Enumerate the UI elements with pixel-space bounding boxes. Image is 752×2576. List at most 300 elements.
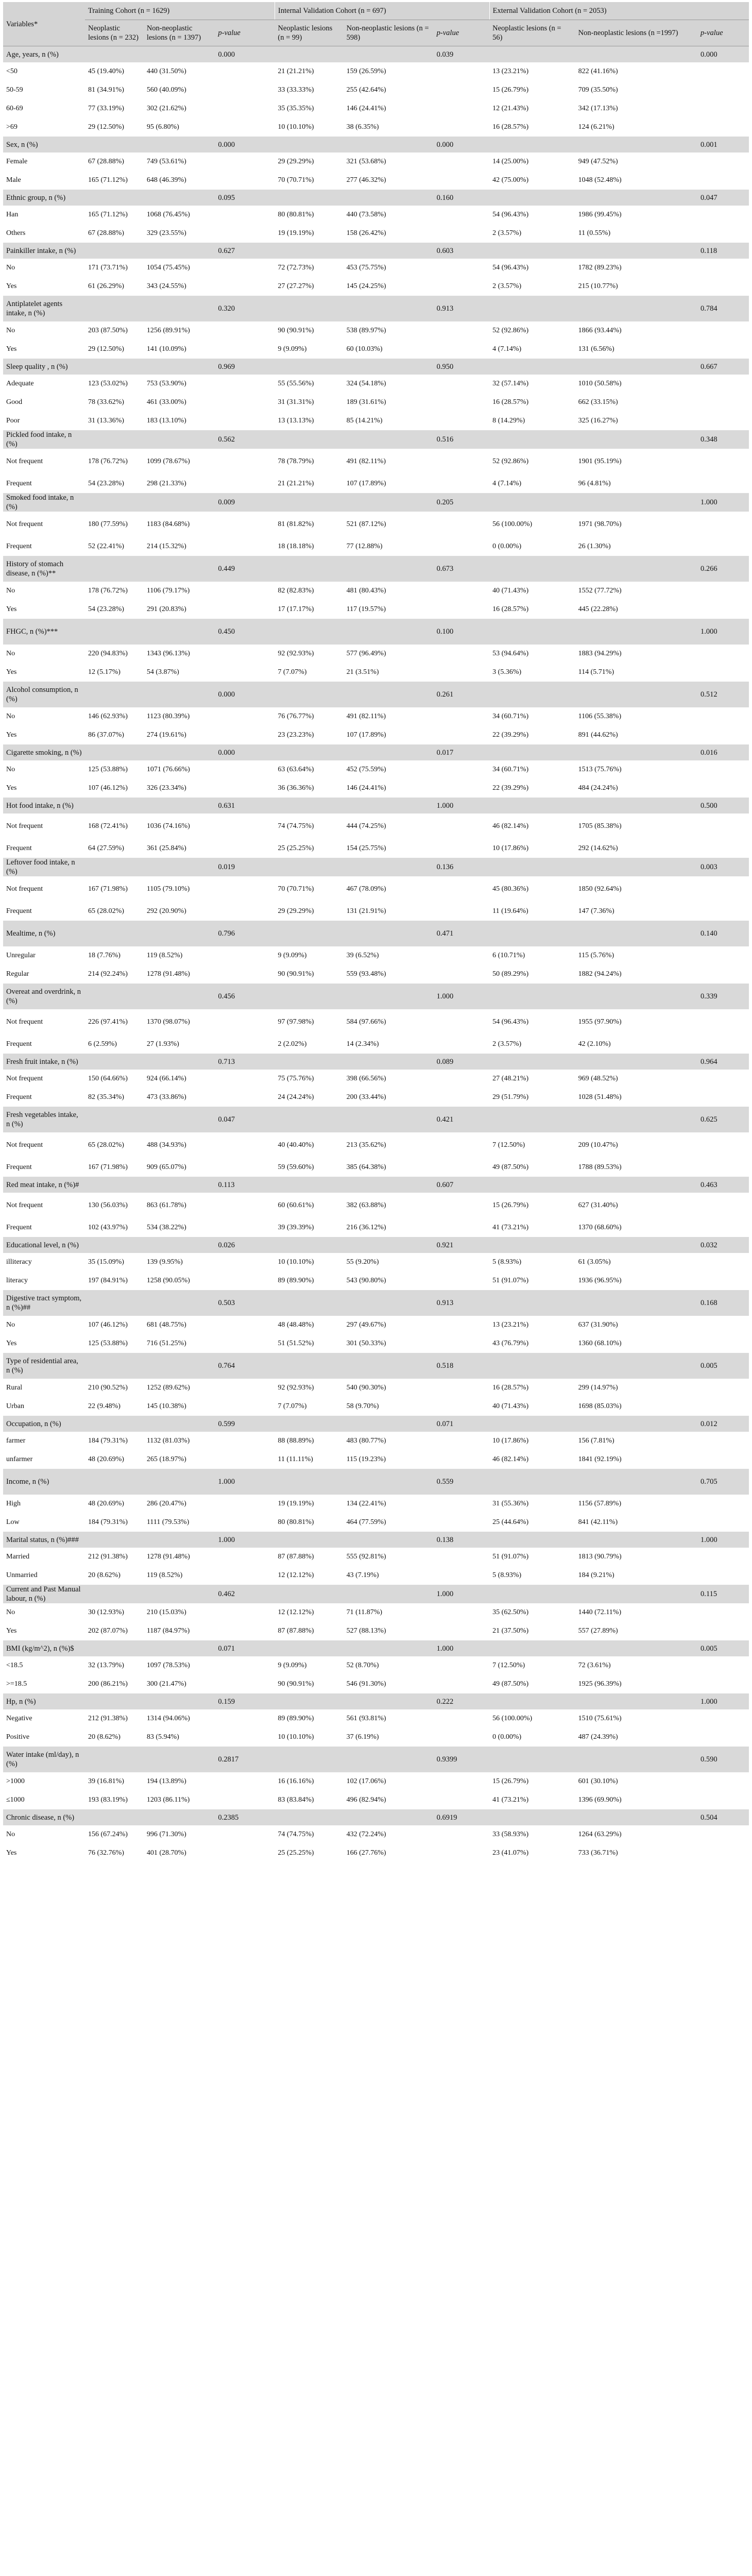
empty-cell (575, 190, 697, 206)
count-cell: 5 (8.93%) (489, 1253, 575, 1272)
count-cell: 35 (15.09%) (85, 1253, 144, 1272)
level-label: Han (3, 206, 85, 224)
level-row (3, 965, 749, 984)
empty-cell (434, 1675, 490, 1693)
empty-cell (575, 921, 697, 946)
empty-cell (575, 1693, 697, 1709)
variable-label: Hot food intake, n (%) (3, 798, 85, 814)
variable-row (3, 619, 749, 645)
p-value: 0.607 (434, 1177, 490, 1193)
empty-cell (697, 1675, 749, 1693)
empty-cell (215, 340, 275, 359)
level-row (3, 118, 749, 137)
p-value: 0.796 (215, 921, 275, 946)
empty-cell (144, 1585, 215, 1603)
count-cell: 255 (42.64%) (344, 81, 434, 99)
p-value: 0.2385 (215, 1809, 275, 1825)
level-row (3, 1791, 749, 1809)
empty-cell (434, 600, 490, 619)
count-cell: 72 (3.61%) (575, 1656, 697, 1675)
empty-cell (344, 359, 434, 375)
count-cell: 226 (97.41%) (85, 1009, 144, 1035)
empty-cell (85, 359, 144, 375)
variable-row (3, 1177, 749, 1193)
count-cell: 23 (23.23%) (275, 726, 343, 744)
count-cell: 194 (13.89%) (144, 1772, 215, 1791)
empty-cell (489, 682, 575, 707)
count-cell: 1882 (94.24%) (575, 965, 697, 984)
empty-cell (575, 243, 697, 259)
count-cell: 1782 (89.23%) (575, 259, 697, 277)
level-row (3, 707, 749, 726)
empty-cell (434, 99, 490, 118)
count-cell: 80 (80.81%) (275, 1513, 343, 1532)
empty-cell (215, 224, 275, 243)
level-label: 60-69 (3, 99, 85, 118)
count-cell: 1955 (97.90%) (575, 1009, 697, 1035)
level-label: Not frequent (3, 512, 85, 537)
count-cell: 709 (35.50%) (575, 81, 697, 99)
empty-cell (215, 62, 275, 81)
count-cell: 87 (87.88%) (275, 1622, 343, 1640)
level-label: Frequent (3, 1035, 85, 1054)
empty-cell (489, 744, 575, 760)
variable-label: Leftover food intake, n (%) (3, 858, 85, 876)
level-row (3, 1450, 749, 1469)
level-label: No (3, 259, 85, 277)
p-value: 0.118 (697, 243, 749, 259)
count-cell: 65 (28.02%) (85, 1132, 144, 1158)
empty-cell (344, 1290, 434, 1316)
count-cell: 26 (1.30%) (575, 537, 697, 556)
empty-cell (434, 1070, 490, 1088)
count-cell: 117 (19.57%) (344, 600, 434, 619)
count-cell: 2 (3.57%) (489, 224, 575, 243)
count-cell: 61 (3.05%) (575, 1253, 697, 1272)
count-cell: 95 (6.80%) (144, 118, 215, 137)
count-cell: 1841 (92.19%) (575, 1450, 697, 1469)
empty-cell (434, 645, 490, 663)
header-training-cohort: Training Cohort (n = 1629) (85, 2, 275, 20)
empty-cell (215, 760, 275, 779)
empty-cell (144, 744, 215, 760)
level-row (3, 814, 749, 839)
empty-cell (344, 682, 434, 707)
level-row (3, 1334, 749, 1353)
count-cell: 154 (25.75%) (344, 839, 434, 858)
p-value: 0.2817 (215, 1747, 275, 1772)
count-cell: 1099 (78.67%) (144, 449, 215, 474)
empty-cell (144, 296, 215, 321)
count-cell: 145 (10.38%) (144, 1397, 215, 1416)
count-cell: 212 (91.38%) (85, 1548, 144, 1566)
count-cell: 2 (2.02%) (275, 1035, 343, 1054)
count-cell: 25 (25.25%) (275, 1844, 343, 1862)
count-cell: 56 (100.00%) (489, 512, 575, 537)
empty-cell (215, 1193, 275, 1218)
level-label: 50-59 (3, 81, 85, 99)
empty-cell (344, 556, 434, 582)
empty-cell (697, 1548, 749, 1566)
p-value: 0.705 (697, 1469, 749, 1495)
empty-cell (85, 1416, 144, 1432)
p-value: 0.518 (434, 1353, 490, 1379)
level-row (3, 512, 749, 537)
level-row (3, 645, 749, 663)
empty-cell (344, 619, 434, 645)
count-cell: 11 (11.11%) (275, 1450, 343, 1469)
count-cell: 32 (57.14%) (489, 375, 575, 393)
count-cell: 662 (33.15%) (575, 393, 697, 412)
empty-cell (275, 556, 343, 582)
count-cell: 21 (21.21%) (275, 62, 343, 81)
count-cell: 4 (7.14%) (489, 340, 575, 359)
header-variables: Variables* (3, 2, 85, 46)
variable-label: BMI (kg/m^2), n (%)$ (3, 1640, 85, 1656)
count-cell: 1156 (57.89%) (575, 1495, 697, 1513)
empty-cell (489, 1469, 575, 1495)
level-row (3, 62, 749, 81)
header-training-pvalue: p-value (215, 20, 275, 46)
empty-cell (697, 1791, 749, 1809)
level-label: Yes (3, 277, 85, 296)
count-cell: 165 (71.12%) (85, 206, 144, 224)
empty-cell (85, 430, 144, 449)
count-cell: 87 (87.88%) (275, 1548, 343, 1566)
empty-cell (275, 1469, 343, 1495)
empty-cell (434, 1193, 490, 1218)
empty-cell (275, 984, 343, 1009)
count-cell: 1370 (68.60%) (575, 1218, 697, 1237)
variable-label: Fresh fruit intake, n (%) (3, 1054, 85, 1070)
level-row (3, 1316, 749, 1334)
empty-cell (275, 682, 343, 707)
level-label: Married (3, 1548, 85, 1566)
empty-cell (575, 619, 697, 645)
empty-cell (85, 1585, 144, 1603)
count-cell: 51 (51.52%) (275, 1334, 343, 1353)
empty-cell (85, 744, 144, 760)
empty-cell (697, 663, 749, 682)
count-cell: 86 (37.07%) (85, 726, 144, 744)
count-cell: 1010 (50.58%) (575, 375, 697, 393)
empty-cell (144, 190, 215, 206)
count-cell: 41 (73.21%) (489, 1218, 575, 1237)
count-cell: 65 (28.02%) (85, 902, 144, 921)
empty-cell (344, 137, 434, 152)
variable-row (3, 1353, 749, 1379)
empty-cell (434, 1253, 490, 1272)
empty-cell (575, 430, 697, 449)
count-cell: 1396 (69.90%) (575, 1791, 697, 1809)
level-row (3, 1035, 749, 1054)
empty-cell (275, 1747, 343, 1772)
empty-cell (275, 46, 343, 63)
p-value: 1.000 (215, 1469, 275, 1495)
empty-cell (697, 707, 749, 726)
empty-cell (215, 600, 275, 619)
level-label: No (3, 1603, 85, 1622)
count-cell: 39 (16.81%) (85, 1772, 144, 1791)
count-cell: 1187 (84.97%) (144, 1622, 215, 1640)
empty-cell (434, 340, 490, 359)
count-cell: 13 (23.21%) (489, 62, 575, 81)
variable-row (3, 1290, 749, 1316)
empty-cell (697, 1495, 749, 1513)
empty-cell (489, 493, 575, 512)
empty-cell (575, 296, 697, 321)
level-label: Regular (3, 965, 85, 984)
p-value: 0.516 (434, 430, 490, 449)
table-body (3, 46, 749, 1863)
count-cell: 210 (15.03%) (144, 1603, 215, 1622)
level-row (3, 726, 749, 744)
empty-cell (215, 1825, 275, 1844)
count-cell: 70 (70.71%) (275, 171, 343, 190)
empty-cell (489, 1237, 575, 1253)
count-cell: 749 (53.61%) (144, 152, 215, 171)
count-cell: 56 (100.00%) (489, 1709, 575, 1728)
empty-cell (85, 619, 144, 645)
empty-cell (275, 1809, 343, 1825)
count-cell: 302 (21.62%) (144, 99, 215, 118)
empty-cell (144, 430, 215, 449)
count-cell: 61 (26.29%) (85, 277, 144, 296)
header-external-cohort: External Validation Cohort (n = 2053) (489, 2, 749, 20)
p-value: 0.016 (697, 744, 749, 760)
empty-cell (434, 582, 490, 600)
empty-cell (434, 779, 490, 798)
p-value: 0.603 (434, 243, 490, 259)
empty-cell (489, 137, 575, 152)
variable-row (3, 243, 749, 259)
count-cell: 1106 (55.38%) (575, 707, 697, 726)
count-cell: 543 (90.80%) (344, 1272, 434, 1290)
p-value: 0.000 (697, 46, 749, 63)
empty-cell (697, 1397, 749, 1416)
count-cell: 7 (7.07%) (275, 1397, 343, 1416)
count-cell: 1123 (80.39%) (144, 707, 215, 726)
level-label: Frequent (3, 537, 85, 556)
count-cell: 58 (9.70%) (344, 1397, 434, 1416)
empty-cell (275, 1585, 343, 1603)
level-label: Yes (3, 726, 85, 744)
empty-cell (697, 171, 749, 190)
level-label: Yes (3, 663, 85, 682)
count-cell: 85 (14.21%) (344, 412, 434, 430)
level-label: Yes (3, 340, 85, 359)
empty-cell (434, 449, 490, 474)
empty-cell (344, 1809, 434, 1825)
level-label: Yes (3, 779, 85, 798)
count-cell: 1370 (98.07%) (144, 1009, 215, 1035)
empty-cell (144, 1469, 215, 1495)
empty-cell (434, 259, 490, 277)
count-cell: 81 (81.82%) (275, 512, 343, 537)
level-row (3, 1728, 749, 1747)
level-label: Positive (3, 1728, 85, 1747)
count-cell: 15 (26.79%) (489, 81, 575, 99)
count-cell: 22 (9.48%) (85, 1397, 144, 1416)
empty-cell (215, 779, 275, 798)
variable-row (3, 1585, 749, 1603)
p-value: 0.6919 (434, 1809, 490, 1825)
p-value: 0.039 (434, 46, 490, 63)
count-cell: 178 (76.72%) (85, 582, 144, 600)
empty-cell (575, 137, 697, 152)
level-row (3, 1218, 749, 1237)
count-cell: 16 (28.57%) (489, 1379, 575, 1397)
count-cell: 584 (97.66%) (344, 1009, 434, 1035)
count-cell: 299 (14.97%) (575, 1379, 697, 1397)
p-value: 0.071 (215, 1640, 275, 1656)
p-value: 1.000 (697, 1532, 749, 1548)
empty-cell (697, 412, 749, 430)
empty-cell (489, 1107, 575, 1132)
empty-cell (434, 1316, 490, 1334)
count-cell: 863 (61.78%) (144, 1193, 215, 1218)
level-row (3, 1397, 749, 1416)
level-row (3, 1132, 749, 1158)
empty-cell (434, 1656, 490, 1675)
count-cell: 166 (27.76%) (344, 1844, 434, 1862)
count-cell: 10 (10.10%) (275, 1253, 343, 1272)
empty-cell (575, 1809, 697, 1825)
level-label: No (3, 1316, 85, 1334)
count-cell: 483 (80.77%) (344, 1432, 434, 1450)
count-cell: 733 (36.71%) (575, 1844, 697, 1862)
empty-cell (434, 1397, 490, 1416)
count-cell: 627 (31.40%) (575, 1193, 697, 1218)
count-cell: 19 (19.19%) (275, 224, 343, 243)
empty-cell (434, 1088, 490, 1107)
empty-cell (144, 1532, 215, 1548)
empty-cell (144, 682, 215, 707)
count-cell: 11 (19.64%) (489, 902, 575, 921)
count-cell: 146 (62.93%) (85, 707, 144, 726)
empty-cell (215, 1772, 275, 1791)
p-value: 0.504 (697, 1809, 749, 1825)
empty-cell (144, 1353, 215, 1379)
empty-cell (144, 1640, 215, 1656)
count-cell: 13 (13.13%) (275, 412, 343, 430)
count-cell: 123 (53.02%) (85, 375, 144, 393)
count-cell: 19 (19.19%) (275, 1495, 343, 1513)
count-cell: 265 (18.97%) (144, 1450, 215, 1469)
p-value: 0.222 (434, 1693, 490, 1709)
variable-label: Sleep quality , n (%) (3, 359, 85, 375)
empty-cell (275, 296, 343, 321)
level-row (3, 663, 749, 682)
empty-cell (489, 190, 575, 206)
level-label: <18.5 (3, 1656, 85, 1675)
empty-cell (85, 243, 144, 259)
count-cell: 54 (96.43%) (489, 1009, 575, 1035)
count-cell: 0 (0.00%) (489, 537, 575, 556)
count-cell: 326 (23.34%) (144, 779, 215, 798)
count-cell: 491 (82.11%) (344, 449, 434, 474)
count-cell: 481 (80.43%) (344, 582, 434, 600)
empty-cell (489, 619, 575, 645)
count-cell: 1258 (90.05%) (144, 1272, 215, 1290)
count-cell: 213 (35.62%) (344, 1132, 434, 1158)
level-label: ≤1000 (3, 1791, 85, 1809)
count-cell: 150 (64.66%) (85, 1070, 144, 1088)
count-cell: 1106 (79.17%) (144, 582, 215, 600)
empty-cell (697, 600, 749, 619)
empty-cell (697, 1728, 749, 1747)
p-value: 1.000 (434, 984, 490, 1009)
p-value: 0.026 (215, 1237, 275, 1253)
count-cell: 453 (75.75%) (344, 259, 434, 277)
level-row (3, 1088, 749, 1107)
count-cell: 969 (48.52%) (575, 1070, 697, 1088)
count-cell: 52 (8.70%) (344, 1656, 434, 1675)
p-value: 1.000 (697, 1693, 749, 1709)
empty-cell (697, 814, 749, 839)
level-row (3, 582, 749, 600)
empty-cell (697, 1253, 749, 1272)
count-cell: 6 (10.71%) (489, 946, 575, 965)
level-row (3, 224, 749, 243)
empty-cell (489, 921, 575, 946)
level-row (3, 81, 749, 99)
count-cell: 385 (64.38%) (344, 1158, 434, 1177)
empty-cell (215, 277, 275, 296)
empty-cell (85, 682, 144, 707)
level-label: <50 (3, 62, 85, 81)
p-value: 1.000 (434, 1640, 490, 1656)
empty-cell (344, 1054, 434, 1070)
count-cell: 1071 (76.66%) (144, 760, 215, 779)
count-cell: 72 (72.73%) (275, 259, 343, 277)
count-cell: 171 (73.71%) (85, 259, 144, 277)
level-label: Rural (3, 1379, 85, 1397)
count-cell: 21 (21.21%) (275, 474, 343, 493)
count-cell: 7 (7.07%) (275, 663, 343, 682)
count-cell: 49 (87.50%) (489, 1675, 575, 1693)
empty-cell (275, 359, 343, 375)
count-cell: 0 (0.00%) (489, 1728, 575, 1747)
variable-label: Cigarette smoking, n (%) (3, 744, 85, 760)
count-cell: 1278 (91.48%) (144, 965, 215, 984)
empty-cell (697, 62, 749, 81)
count-cell: 577 (96.49%) (344, 645, 434, 663)
empty-cell (697, 902, 749, 921)
count-cell: 467 (78.09%) (344, 876, 434, 902)
empty-cell (434, 1495, 490, 1513)
empty-cell (434, 1379, 490, 1397)
header-training-neoplastic: Neoplastic lesions (n = 232) (85, 20, 144, 46)
count-cell: 382 (63.88%) (344, 1193, 434, 1218)
count-cell: 4 (7.14%) (489, 474, 575, 493)
header-external-non-neoplastic: Non-neoplastic lesions (n =1997) (575, 20, 697, 46)
empty-cell (697, 1603, 749, 1622)
count-cell: 1986 (99.45%) (575, 206, 697, 224)
variable-row (3, 1469, 749, 1495)
empty-cell (434, 902, 490, 921)
empty-cell (215, 1566, 275, 1585)
level-label: No (3, 707, 85, 726)
variable-label: FHGC, n (%)*** (3, 619, 85, 645)
level-row (3, 760, 749, 779)
count-cell: 1105 (79.10%) (144, 876, 215, 902)
empty-cell (275, 1054, 343, 1070)
empty-cell (344, 1177, 434, 1193)
empty-cell (144, 137, 215, 152)
count-cell: 1925 (96.39%) (575, 1675, 697, 1693)
header-external-pvalue: p-value (697, 20, 749, 46)
